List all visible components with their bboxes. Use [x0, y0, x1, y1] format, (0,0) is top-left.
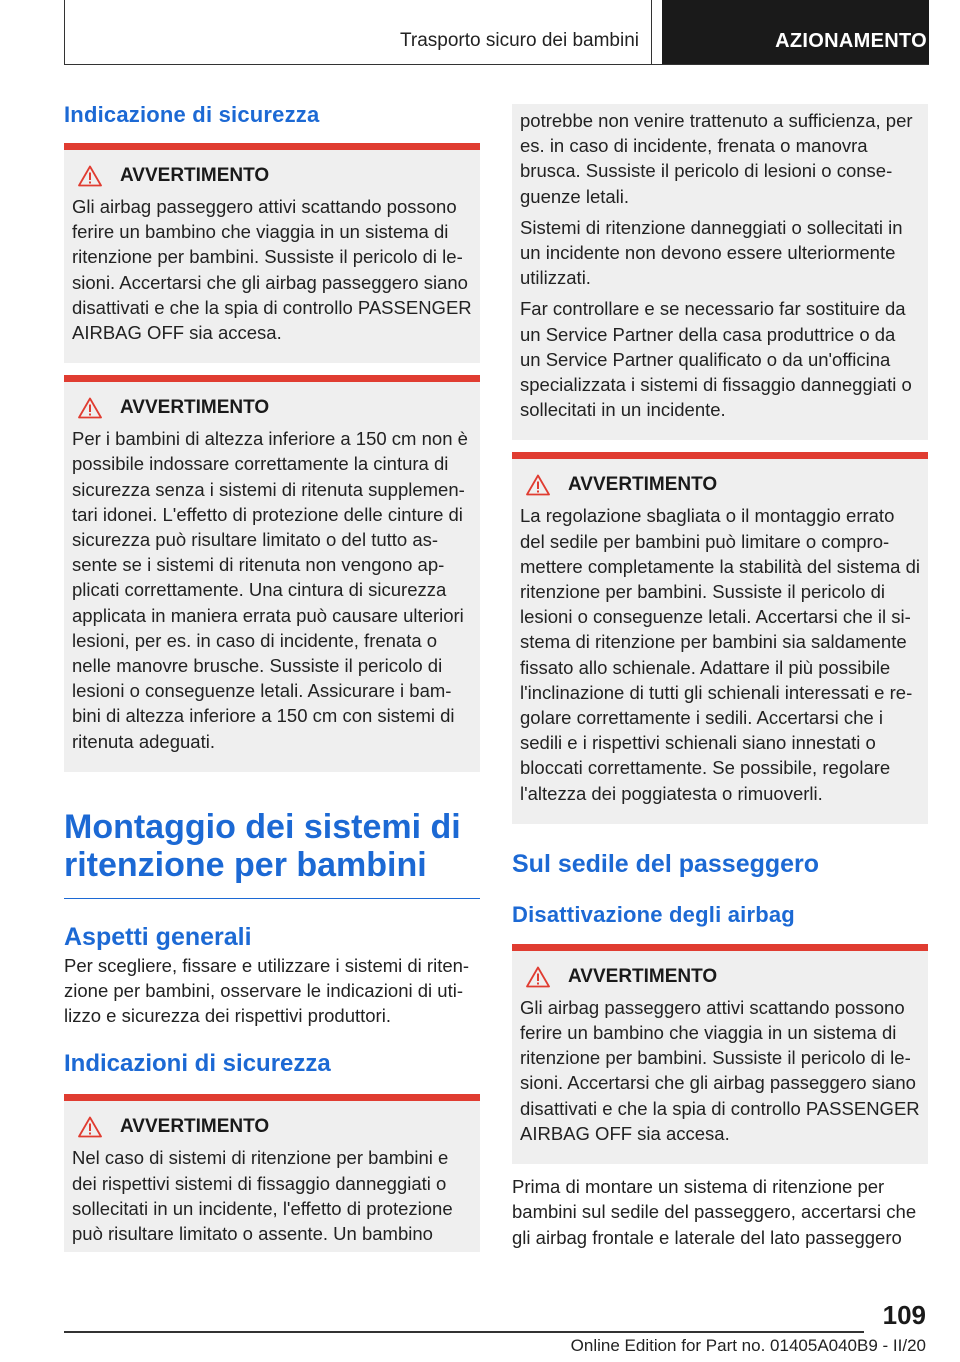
warning-triangle-icon — [78, 1116, 102, 1138]
general-text: Per scegliere, fissare e utilizzare i sistemi di ritenzione per bambini, osservare le indicazioni di utilizzo e sicurezza dei rispettivi produttori. — [64, 954, 470, 1027]
warning-box — [64, 143, 480, 363]
warning-box — [64, 1094, 480, 1252]
warning-triangle-icon — [526, 474, 550, 496]
warning-text: Gli airbag passeggero attivi scattando possono ferire un bambino che viaggia in un sistema di ritenzione per bambini. Sussiste il pericolo di lesioni. Accertarsi che gli airbag passeggero siano disattivati e che la spia di controllo PASSENGER AIRBAG OFF sia accesa. — [520, 996, 920, 1144]
warning-title: AVVERTIMENTO — [568, 965, 718, 987]
warning-text: potrebbe non venire trattenuto a sufficienza, per es. in caso di incidente, frenata o manovra brusca. Sussiste il pericolo di lesioni o conseguenze letali. — [520, 110, 913, 207]
chapter-title: AZIONAMENTO — [775, 30, 927, 52]
heading-passenger-seat: Sul sedile del passeggero — [512, 849, 820, 878]
heading-safety-notes: Indicazioni di sicurezza — [64, 1050, 331, 1078]
warning-triangle-icon — [78, 397, 102, 419]
heading-mounting-child-seats: Montaggio dei sistemi di ritenzione per bambini — [64, 808, 480, 899]
warning-triangle-icon — [526, 966, 550, 988]
warning-triangle-icon — [78, 165, 102, 187]
body-text: Prima di montare un sistema di ritenzione per bambini sul sedile del passeggero, accertarsi che gli airbag frontale e laterale del lato passeggero — [512, 1176, 917, 1248]
warning-text: Nel caso di sistemi di ritenzione per bambini e dei rispettivi sistemi di fissaggio danneggiati o sollecitati in un incidente, l'effetto di protezione può risultare limitato o assente. Un bambino — [72, 1147, 453, 1245]
heading-safety-note: Indicazione di sicurezza — [64, 102, 320, 127]
warning-title: AVVERTIMENTO — [120, 397, 270, 419]
section-title: Trasporto sicuro dei bambini — [399, 30, 639, 51]
warning-box — [512, 944, 928, 1164]
heading-deactivate-airbags: Disattivazione degli airbag — [512, 901, 795, 927]
footer-edition: Online Edition for Part no. 01405A040B9 - II/20 — [570, 1336, 926, 1355]
warning-text: Far controllare e se necessario far sostituire da un Service Partner della casa produttrice o da un Service Partner qualificato o da un'officina specializzata i sistemi di fissaggio danneggiati o sollecitati in un incidente. — [520, 298, 912, 421]
warning-title: AVVERTIMENTO — [120, 1116, 270, 1138]
footer-divider — [64, 1331, 864, 1333]
heading-general-aspects: Aspetti generali — [64, 922, 252, 951]
left-column — [64, 100, 480, 1252]
header-chapter-tab — [662, 0, 929, 64]
warning-text: Sistemi di ritenzione danneggiati o sollecitati in un incidente non devono essere ulteriormente utilizzati. — [520, 216, 903, 289]
warning-text: La regolazione sbagliata o il montaggio errato del sedile per bambini può limitare o compromettere completamente la stabilità del sistema di ritenzione per bambini. Sussiste il pericolo di lesioni o conseguenze letali. Accertarsi che il sistema di ritenzione per bambini sia saldamente fissato allo schienale. Adattare il più possibile l'inclinazione di tutti gli schienali interessati e regolare correttamente i sedili. Accertarsi che i sedili e i rispettivi schienali siano innestati o bloccati correttamente. Se possibile, regolare l'altezza dei poggiatesta o rimuoverli. — [520, 505, 920, 804]
warning-box — [64, 375, 480, 772]
header-section-title — [65, 0, 652, 64]
warning-box — [512, 452, 928, 823]
warning-text: Per i bambini di altezza inferiore a 150 cm non è possibile indossare correttamente la cintura di sicurezza senza i sistemi di ritenuta supplementari idonei. L'effetto di protezione delle cinture di sicurezza può risultare limitato o del tutto assente se i sistemi di ritenuta non vengono applicati correttamente. Una cintura di sicurezza applicata in maniera errata può causare ulteriori lesioni, per es. in caso di incidente, frenata o nelle manovre brusche. Sussiste il pericolo di lesioni o conseguenze letali. Assicurare i bambini di altezza inferiore a 150 cm con sistemi di ritenuta adeguati. — [72, 428, 468, 752]
warning-box-continued — [512, 104, 928, 440]
page-number: 109 — [882, 1300, 926, 1330]
right-column — [512, 104, 928, 1250]
warning-title: AVVERTIMENTO — [120, 165, 270, 186]
page-header — [64, 0, 929, 65]
warning-text: Gli airbag passeggero attivi scattando possono ferire un bambino che viaggia in un sistema di ritenzione per bambini. Sussiste il pericolo di lesioni. Accertarsi che gli airbag passeggero siano disattivati e che la spia di controllo PASSENGER AIRBAG OFF sia accesa. — [72, 196, 472, 344]
warning-title: AVVERTIMENTO — [568, 474, 718, 496]
